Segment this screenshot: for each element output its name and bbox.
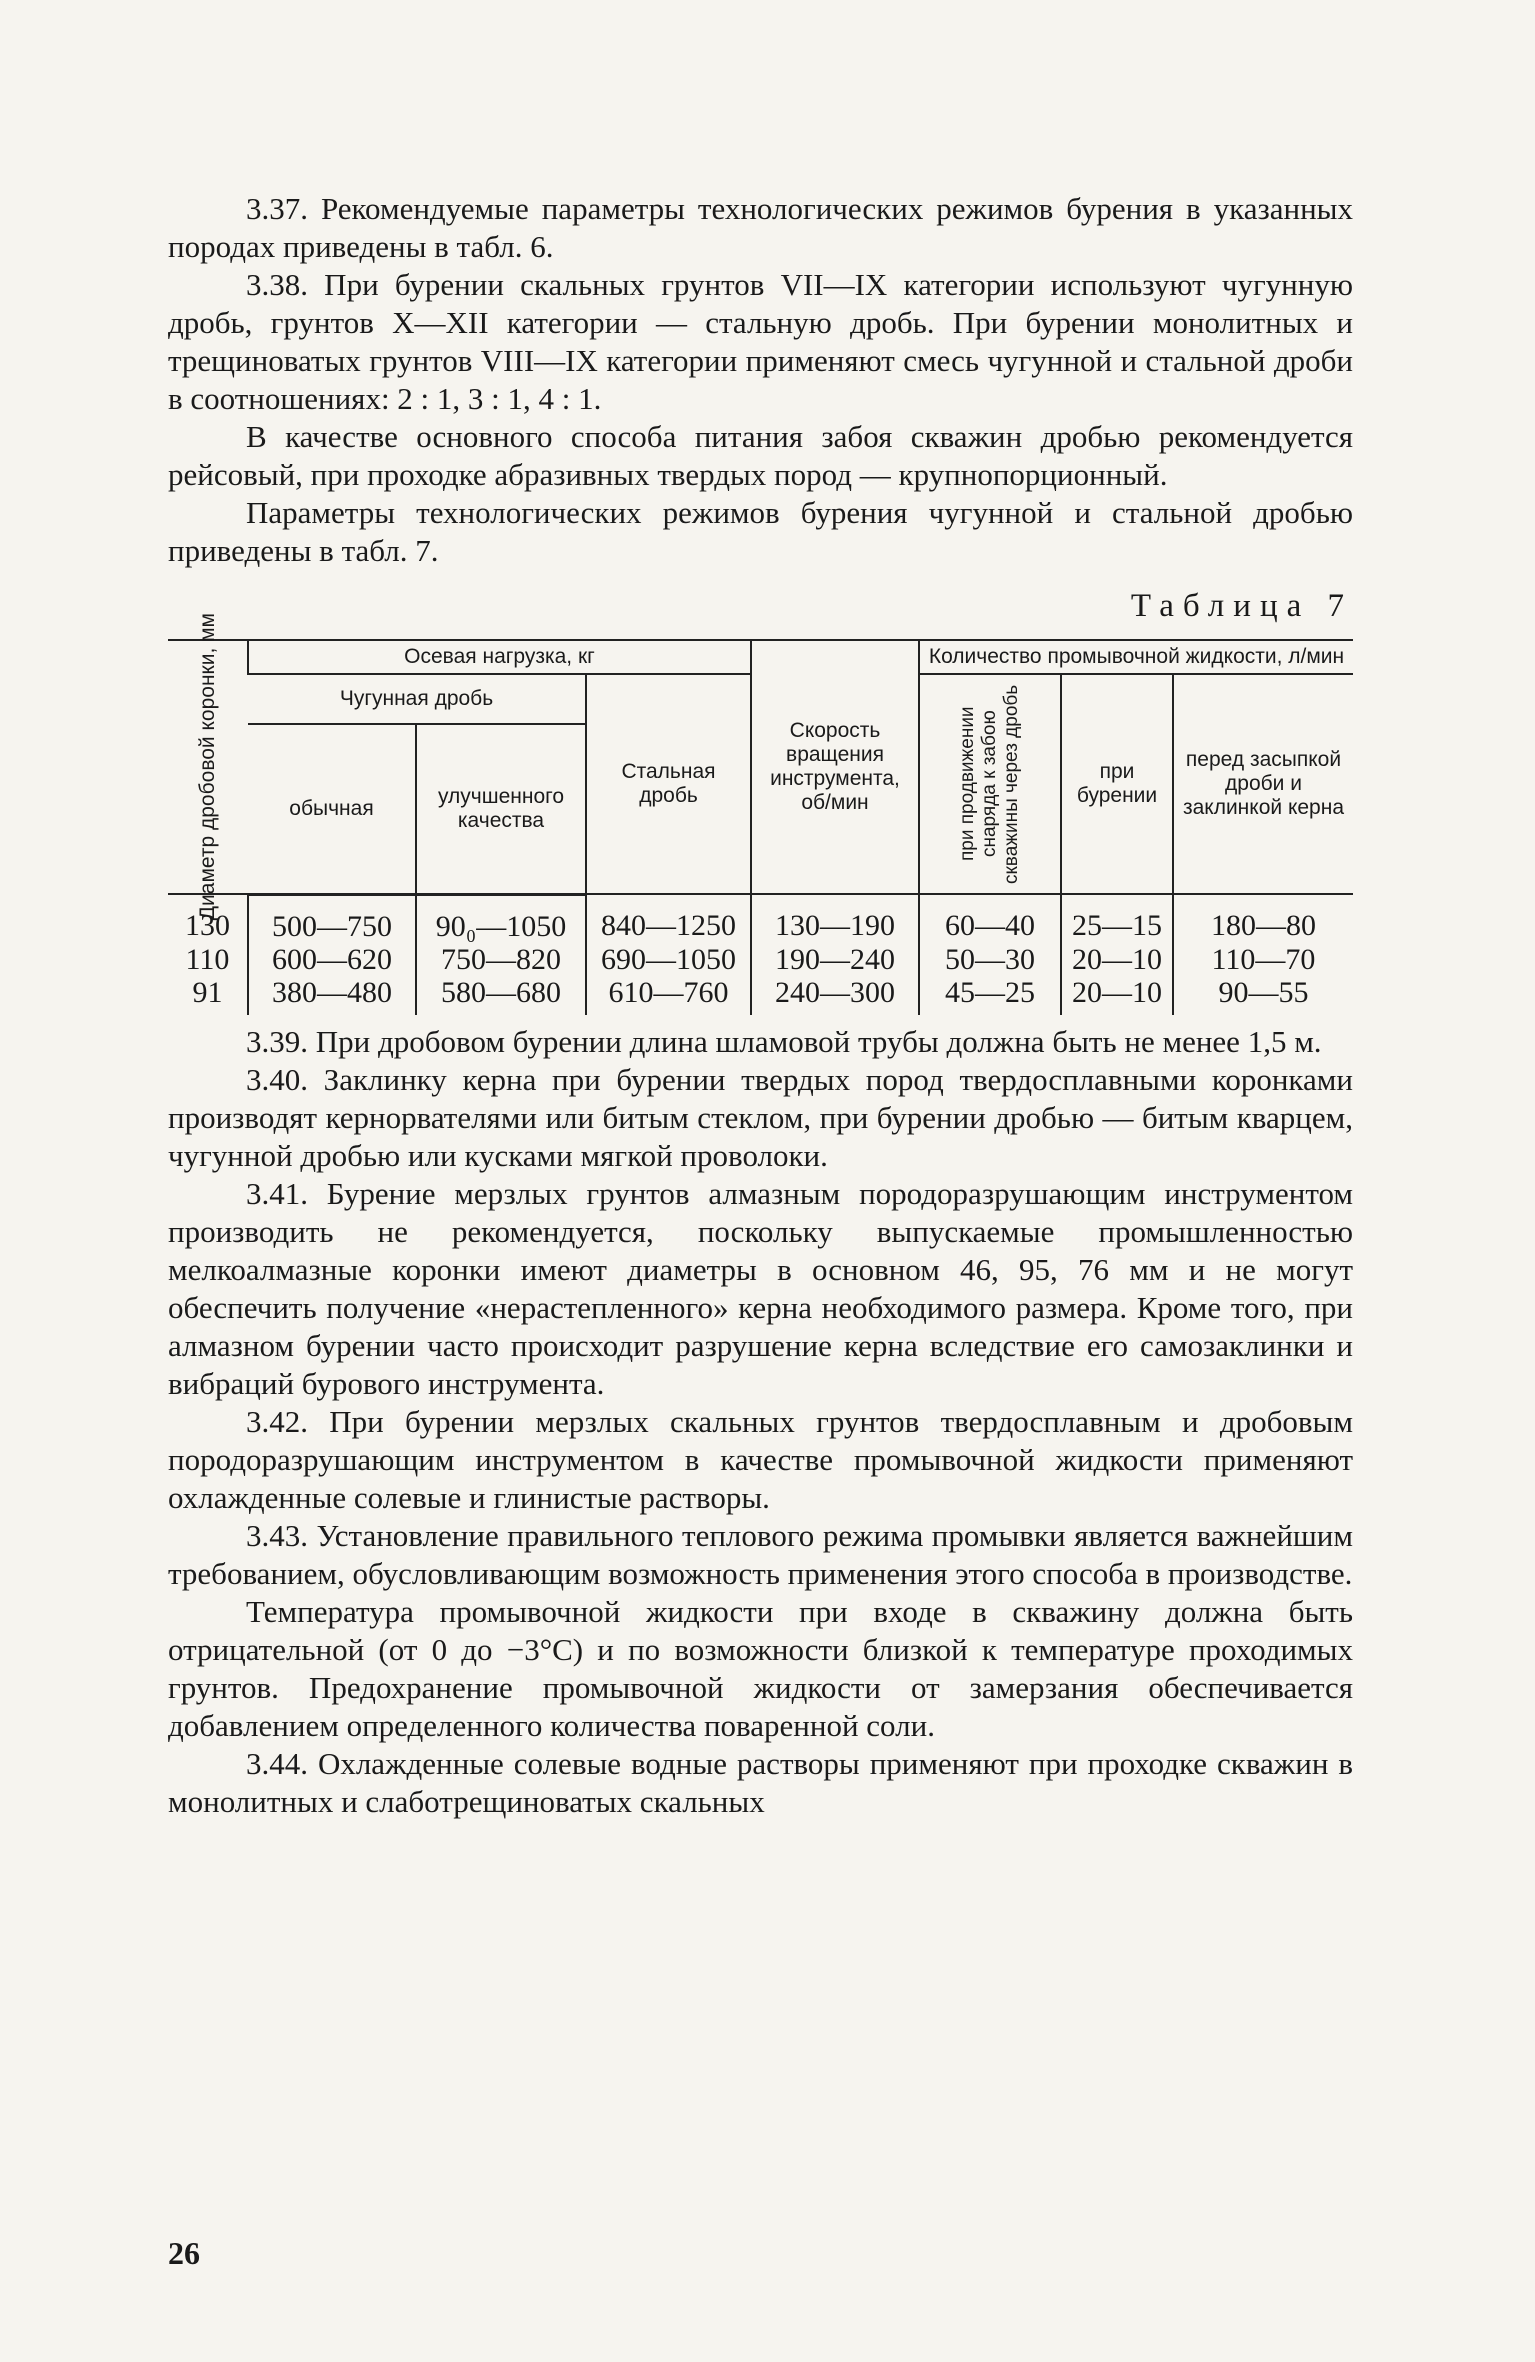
cell-rotation: 130—190 [751,894,919,943]
paragraph-3-41: 3.41. Бурение мерзлых грунтов алмазным породоразрушающим инструментом производить не рекомендуется, поскольку выпускаемые промышленностью мелкоалмазные коронки имеют диаметры в основном 46, 95, 76 мм и не могут обеспечить получение «нерастепленного» керна необходимого размера. Кроме того, при алмазном бурении часто происходит разрушение керна вследствие его самозаклинки и вибраций бурового инструмента. [168,1175,1353,1401]
cell-drilling: 20—10 [1061,943,1173,976]
cell-rotation: 240—300 [751,976,919,1015]
paragraph-table-reference: Параметры технологических режимов бурения чугунной и стальной дробью приведены в табл. 7. [168,495,1353,568]
table-7 [168,613,1353,1015]
paragraph-3-40: 3.40. Заклинку керна при бурении твердых пород твердосплавными коронками производят кернорвателями или битым стеклом, при бурении дробью — битым кварцем, чугунной дробью или кусками мягкой проволоки. [168,1061,1353,1173]
cell-advance: 60—40 [919,894,1061,943]
table-row [168,943,1353,976]
paragraph-3-39: 3.39. При дробовом бурении длина шламовой трубы должна быть не менее 1,5 м. [246,1023,1322,1059]
cell-improved: 580—680 [416,976,586,1015]
cell-filling: 110—70 [1173,943,1353,976]
cell-rotation: 190—240 [751,943,919,976]
cell-steel: 610—760 [586,976,751,1015]
cell-ordinary: 380—480 [248,976,416,1015]
header-during-drilling: при бурении [1061,674,1173,894]
header-ordinary: обычная [248,724,416,895]
header-cast-iron-shot: Чугунная дробь [248,674,586,724]
paragraph-3-38: 3.38. При бурении скальных грунтов VII—IX категории используют чугунную дробь, грунтов X—XII категории — стальную дробь. При бурении монолитных и трещиноватых грунтов VIII—IX категории применяют смесь чугунной и стальной дроби в соотношениях: 2 : 1, 3 : 1, 4 : 1. [168,267,1353,416]
table-caption: Таблица 7 [1130,588,1353,624]
header-diameter: Диаметр дробовой коронки, мм [168,640,248,894]
cell-improved: 90₀—1050 [416,894,586,943]
cell-filling: 90—55 [1173,976,1353,1015]
page-number: 26 [168,2235,200,2271]
header-before-filling: перед засыпкой дроби и заклинкой керна [1173,674,1353,894]
cell-diameter: 130 [185,909,230,943]
cell-advance: 50—30 [919,943,1061,976]
cell-advance: 45—25 [919,976,1061,1015]
header-improved: улучшенного качества [416,724,586,895]
cell-diameter: 91 [192,975,223,1009]
header-flush-volume: Количество промывочной жидкости, л/мин [919,640,1353,674]
header-rotation-speed: Скорость вращения инструмента, об/мин [751,640,919,894]
page-body [168,190,1353,1821]
cell-ordinary: 500—750 [248,894,416,943]
cell-steel: 840—1250 [586,894,751,943]
table-row [168,894,1353,943]
cell-improved: 750—820 [416,943,586,976]
cell-ordinary: 600—620 [248,943,416,976]
cell-filling: 180—80 [1173,894,1353,943]
table-row [168,976,1353,1015]
paragraph-3-44: 3.44. Охлажденные солевые водные растворы применяют при проходке скважин в монолитных и слаботрещиноватых скальных [168,1745,1353,1819]
cell-drilling: 25—15 [1061,894,1173,943]
header-steel-shot: Стальная дробь [586,674,751,894]
cell-steel: 690—1050 [586,943,751,976]
cell-drilling: 20—10 [1061,976,1173,1015]
paragraph-temperature: Температура промывочной жидкости при входе в скважину должна быть отрицательной (от 0 до −3°С) и по возможности близкой к температуре проходимых грунтов. Предохранение промывочной жидкости от замерзания обеспечивается добавлением определенного количества поваренной соли. [168,1593,1353,1743]
paragraph-3-43: 3.43. Установление правильного теплового режима промывки является важнейшим требованием, обусловливающим возможность применения этого способа в производстве. [168,1517,1353,1591]
header-during-advance: при продвижении снаряда к забою скважины через дробь [919,674,1061,894]
paragraph-feeding-method: В качестве основного способа питания забоя скважин дробью рекомендуется рейсовый, при проходке абразивных твердых пород — крупнопорционный. [168,419,1353,492]
paragraph-3-37: 3.37. Рекомендуемые параметры технологических режимов бурения в указанных породах приведены в табл. 6. [168,191,1353,264]
cell-diameter: 110 [185,942,230,976]
header-axial-load: Осевая нагрузка, кг [248,640,751,674]
paragraph-3-42: 3.42. При бурении мерзлых скальных грунтов твердосплавным и дробовым породоразрушающим инструментом в качестве промывочной жидкости применяют охлажденные солевые и глинистые растворы. [168,1403,1353,1515]
